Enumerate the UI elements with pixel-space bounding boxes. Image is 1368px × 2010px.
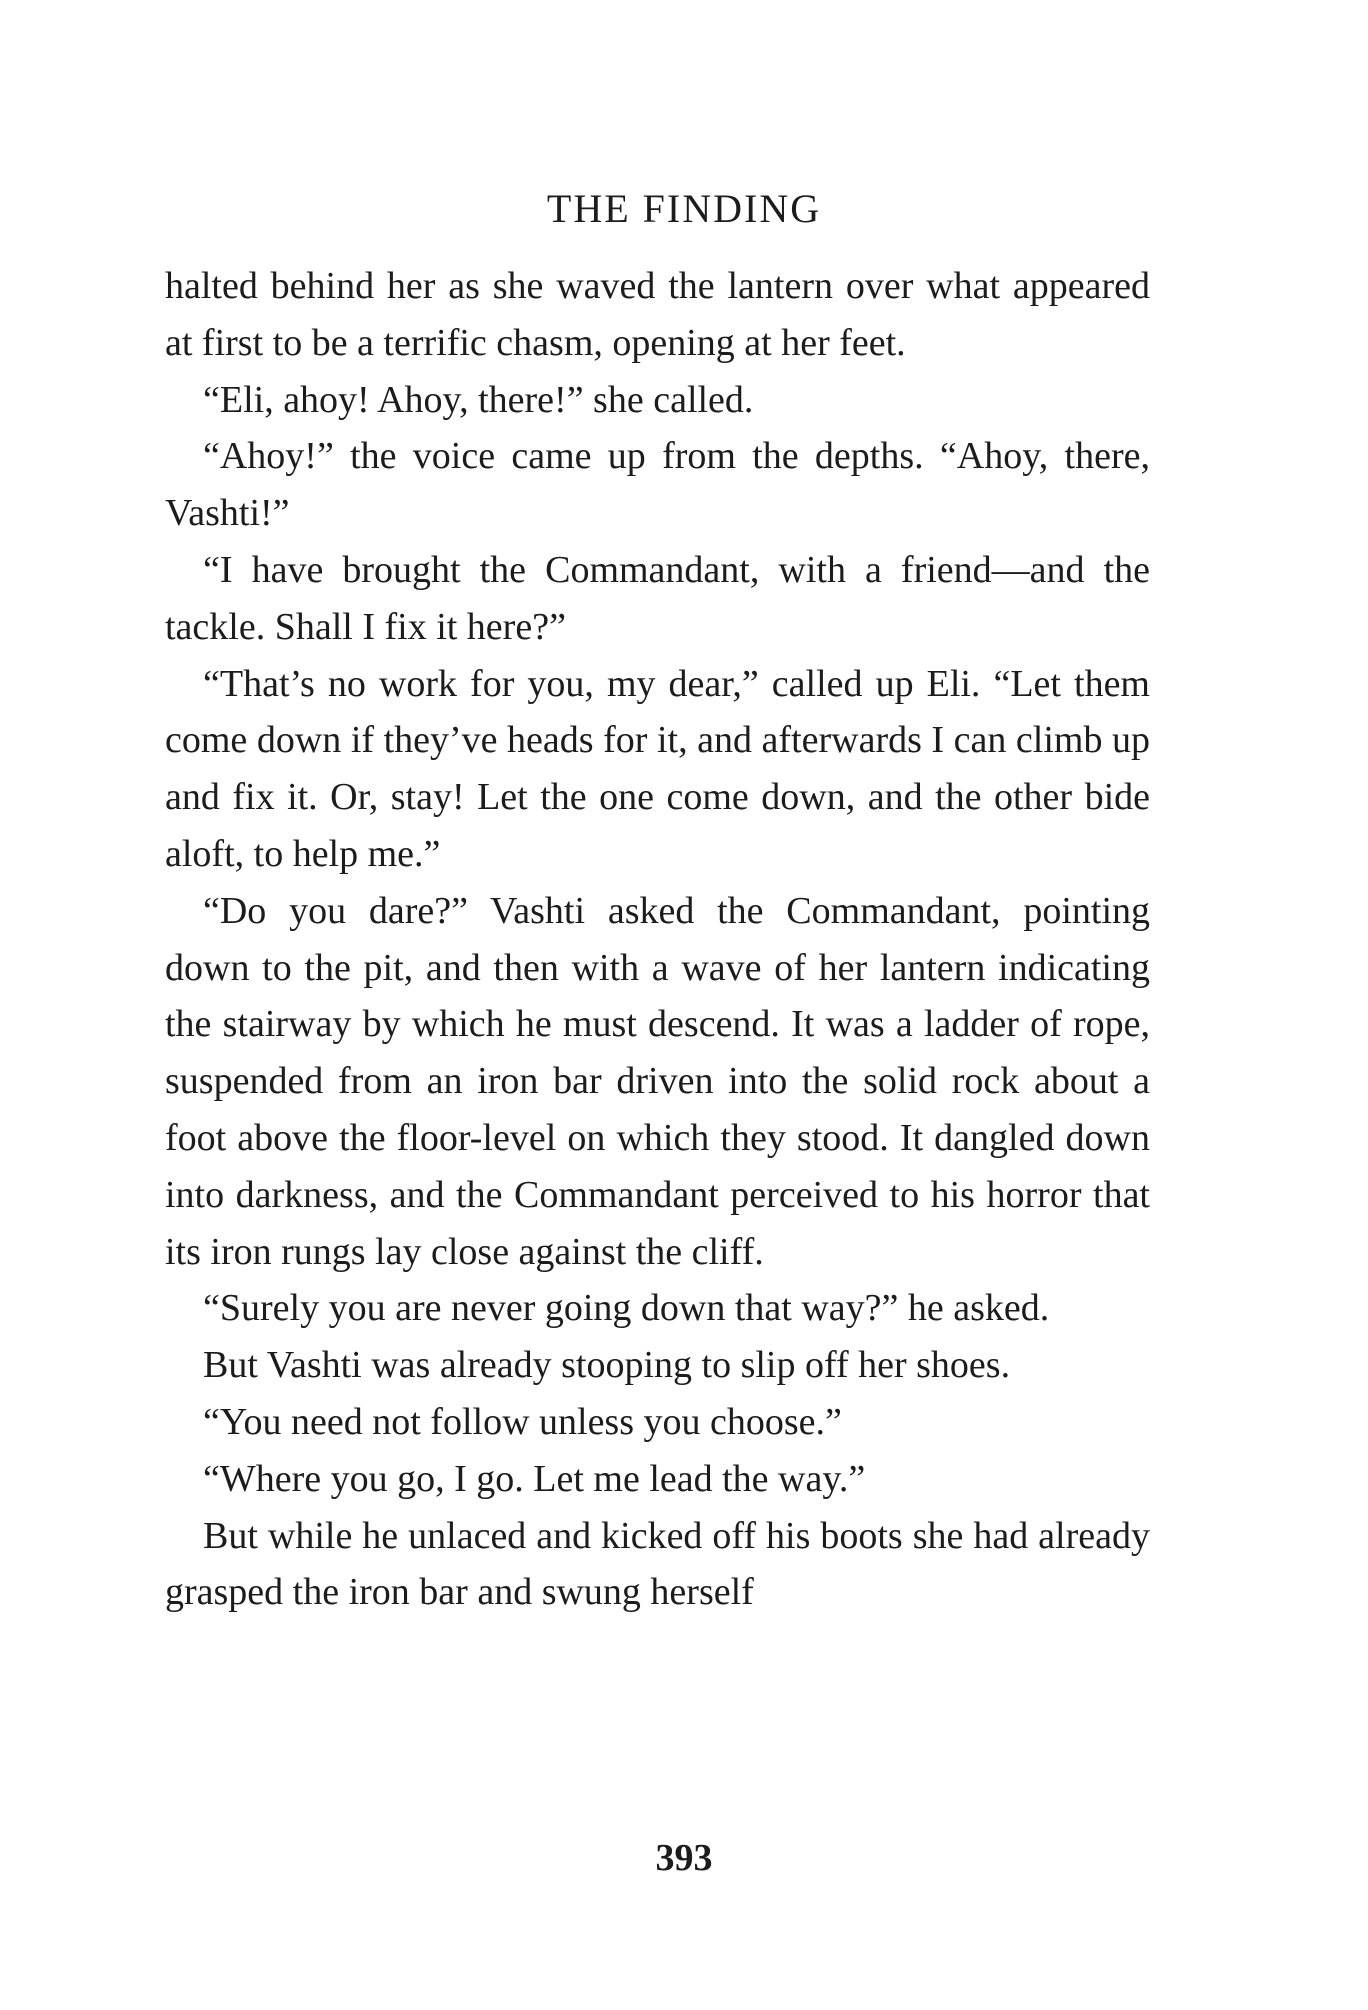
paragraph: “Ahoy!” the voice came up from the depths. “Ahoy, there, Vashti!” — [165, 435, 1150, 535]
paragraph: “I have brought the Commandant, with a friend—and the tackle. Shall I fix it here?” — [165, 548, 1150, 648]
body-text — [165, 258, 1150, 1621]
paragraph: But Vashti was already stooping to slip off her shoes. — [203, 1344, 1011, 1387]
paragraph: “That’s no work for you, my dear,” called up Eli. “Let them come down if they’ve heads for it, and afterwards I can climb up and fix it. Or, stay! Let the one come down, and the other bide aloft, to help me.” — [165, 662, 1150, 875]
paragraph: halted behind her as she waved the lantern over what appeared at first to be a terrific chasm, opening at her feet. — [165, 265, 1150, 364]
paragraph: But while he unlaced and kicked off his boots she had already grasped the iron bar and swung herself — [165, 1514, 1150, 1614]
page-number: 393 — [655, 1837, 713, 1879]
paragraph: “Surely you are never going down that way?” he asked. — [203, 1287, 1050, 1330]
paragraph: “Where you go, I go. Let me lead the way.” — [203, 1457, 866, 1500]
paragraph: “Do you dare?” Vashti asked the Commandant, pointing down to the pit, and then with a wave of her lantern indicating the stairway by which he must descend. It was a ladder of rope, suspended from an iron bar driven into the solid rock about a foot above the floor-level on which they stood. It dangled down into darkness, and the Commandant perceived to his horror that its iron rungs lay close against the cliff. — [165, 889, 1150, 1273]
running-head: THE FINDING — [546, 186, 822, 231]
paragraph: “Eli, ahoy! Ahoy, there!” she called. — [203, 378, 754, 421]
paragraph: “You need not follow unless you choose.” — [203, 1400, 842, 1443]
